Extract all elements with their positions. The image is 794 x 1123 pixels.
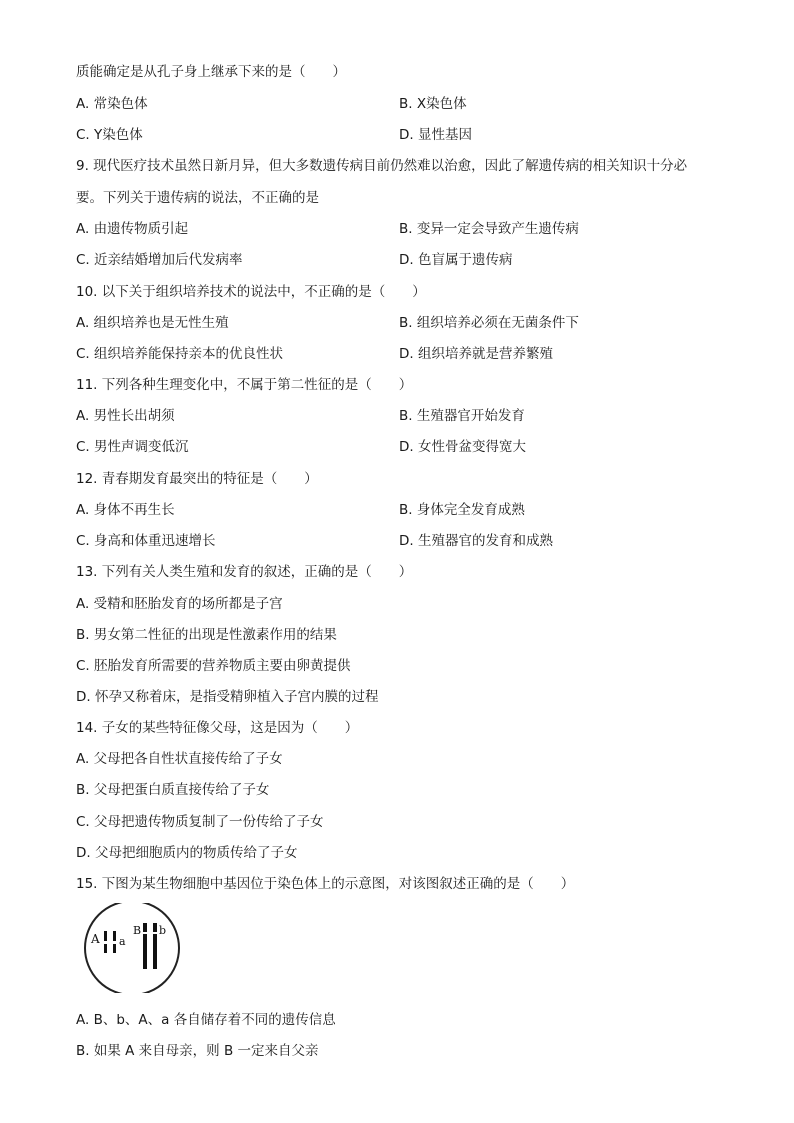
q11-option-d: D. 女性骨盆变得宽大 bbox=[399, 439, 526, 455]
q12-stem: 12. 青春期发育最突出的特征是（ ） bbox=[76, 471, 318, 487]
gene-label-B: B bbox=[133, 924, 142, 937]
chromosome-B bbox=[143, 923, 147, 969]
chromosome-a-lower bbox=[113, 944, 116, 953]
gene-locus-b bbox=[151, 932, 159, 934]
gene-locus-B bbox=[141, 932, 149, 934]
q10-option-d: D. 组织培养就是营养繁殖 bbox=[399, 346, 553, 362]
q11-option-c: C. 男性声调变低沉 bbox=[76, 439, 189, 455]
q12-option-a: A. 身体不再生长 bbox=[76, 502, 175, 518]
q8-option-a: A. 常染色体 bbox=[76, 96, 148, 112]
q10-option-a: A. 组织培养也是无性生殖 bbox=[76, 315, 229, 331]
q9-option-b: B. 变异一定会导致产生遗传病 bbox=[399, 221, 579, 237]
q14-option-d: D. 父母把细胞质内的物质传给了子女 bbox=[76, 845, 298, 861]
q15-option-a: A. B、b、A、a 各自储存着不同的遗传信息 bbox=[76, 1012, 336, 1028]
q15-option-b: B. 如果 A 来自母亲，则 B 一定来自父亲 bbox=[76, 1043, 319, 1059]
q11-option-a: A. 男性长出胡须 bbox=[76, 408, 175, 424]
q8-option-c: C. Y染色体 bbox=[76, 127, 143, 143]
q13-option-a: A. 受精和胚胎发育的场所都是子宫 bbox=[76, 596, 283, 612]
q9-option-c: C. 近亲结婚增加后代发病率 bbox=[76, 252, 243, 268]
gene-label-A: A bbox=[91, 932, 100, 946]
q15-stem: 15. 下图为某生物细胞中基因位于染色体上的示意图，对该图叙述正确的是（ ） bbox=[76, 876, 575, 892]
chromosome-a-upper bbox=[113, 931, 116, 941]
q14-option-c: C. 父母把遗传物质复制了一份传给了子女 bbox=[76, 814, 324, 830]
chromosome-A-upper bbox=[104, 931, 107, 941]
q12-option-c: C. 身高和体重迅速增长 bbox=[76, 533, 216, 549]
q9-stem-line1: 9. 现代医疗技术虽然日新月异，但大多数遗传病目前仍然难以治愈，因此了解遗传病的相关知识十分必 bbox=[76, 158, 688, 174]
q13-option-b: B. 男女第二性征的出现是性激素作用的结果 bbox=[76, 627, 337, 643]
q14-option-a: A. 父母把各自性状直接传给了子女 bbox=[76, 751, 283, 767]
q10-option-b: B. 组织培养必须在无菌条件下 bbox=[399, 315, 579, 331]
q12-option-b: B. 身体完全发育成熟 bbox=[399, 502, 525, 518]
q10-stem: 10. 以下关于组织培养技术的说法中，不正确的是（ ） bbox=[76, 284, 426, 300]
q8-option-b: B. X染色体 bbox=[399, 96, 467, 112]
gene-label-a: a bbox=[119, 935, 126, 948]
q9-stem-line2: 要。下列关于遗传病的说法，不正确的是 bbox=[76, 190, 319, 206]
chromosome-A-lower bbox=[104, 944, 107, 953]
q11-option-b: B. 生殖器官开始发育 bbox=[399, 408, 525, 424]
chromosome-cell-diagram bbox=[82, 903, 182, 993]
q13-option-d: D. 怀孕又称着床，是指受精卵植入子宫内膜的过程 bbox=[76, 689, 379, 705]
q12-option-d: D. 生殖器官的发育和成熟 bbox=[399, 533, 553, 549]
q9-option-d: D. 色盲属于遗传病 bbox=[399, 252, 513, 268]
q14-stem: 14. 子女的某些特征像父母，这是因为（ ） bbox=[76, 720, 359, 736]
q13-stem: 13. 下列有关人类生殖和发育的叙述，正确的是（ ） bbox=[76, 564, 413, 580]
q9-option-a: A. 由遗传物质引起 bbox=[76, 221, 189, 237]
gene-label-b: b bbox=[159, 924, 167, 937]
chromosome-b bbox=[153, 923, 157, 969]
q8-stem-tail: 质能确定是从孔子身上继承下来的是（ ） bbox=[76, 64, 346, 80]
q13-option-c: C. 胚胎发育所需要的营养物质主要由卵黄提供 bbox=[76, 658, 351, 674]
q11-stem: 11. 下列各种生理变化中，不属于第二性征的是（ ） bbox=[76, 377, 413, 393]
q14-option-b: B. 父母把蛋白质直接传给了子女 bbox=[76, 782, 270, 798]
q8-option-d: D. 显性基因 bbox=[399, 127, 472, 143]
cell-outline bbox=[85, 903, 179, 993]
q10-option-c: C. 组织培养能保持亲本的优良性状 bbox=[76, 346, 284, 362]
